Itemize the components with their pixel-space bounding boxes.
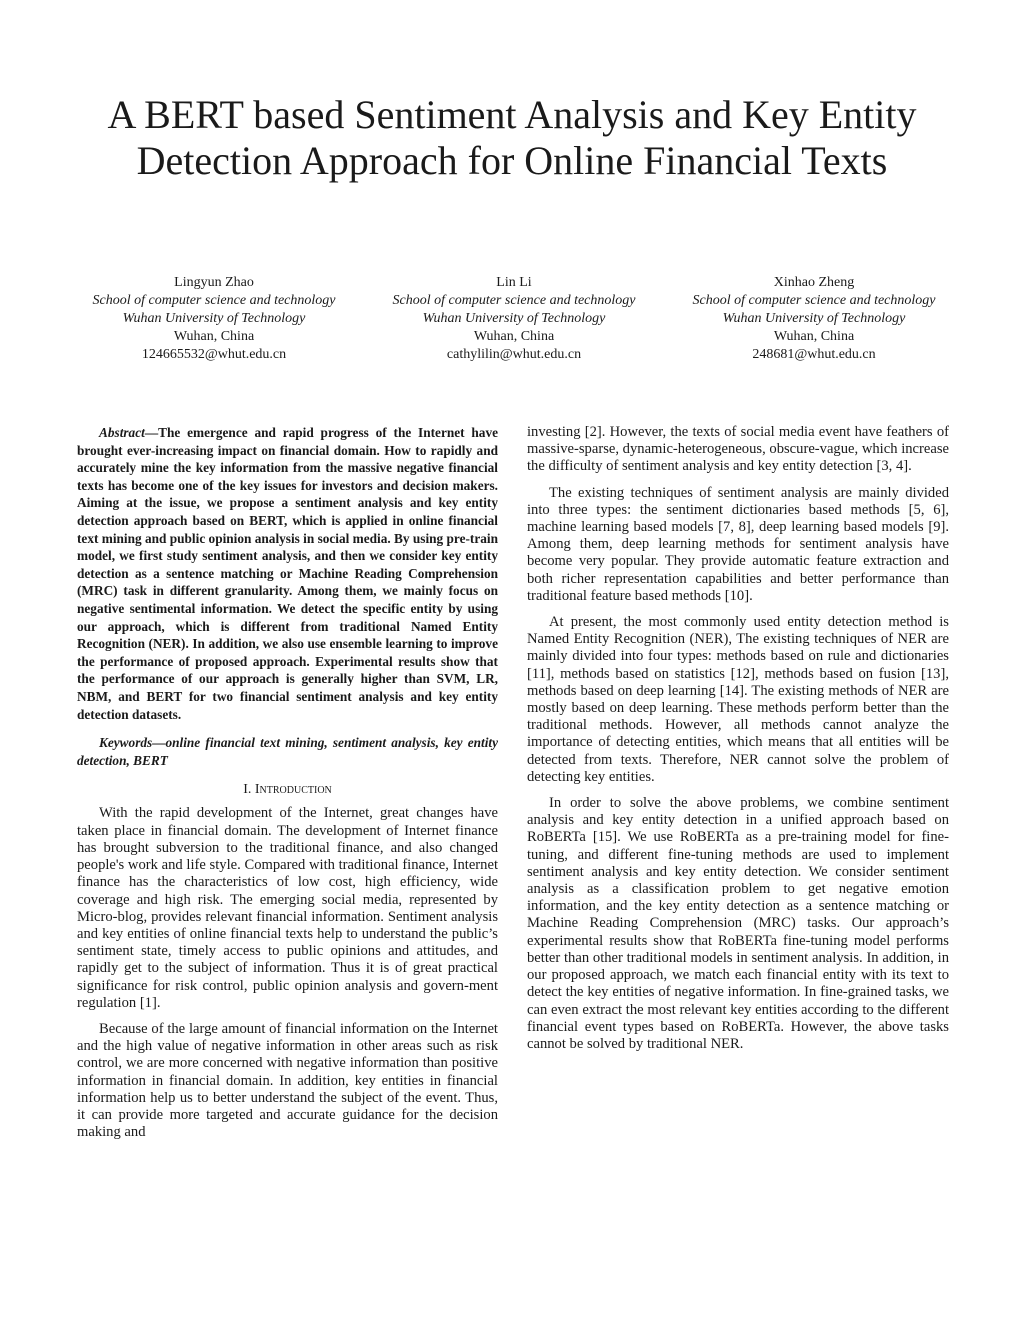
title-line-2: Detection Approach for Online Financial Texts bbox=[136, 138, 888, 183]
section-heading bbox=[77, 781, 498, 798]
section-title: Introduction bbox=[254, 782, 332, 798]
author-university: Wuhan University of Technology bbox=[722, 311, 906, 326]
author-university: Wuhan University of Technology bbox=[122, 311, 306, 326]
author-1 bbox=[64, 274, 364, 364]
body-paragraph: At present, the most commonly used entity detection method is Named Entity Recognition (NER), The existing techniques of NER are mainly divided into four types: methods based on rule and dictionaries [11], methods based on statistics [12], methods based on fusion [13], methods based on deep learning [14]. The existing methods of NER are mostly based on deep learning. These methods perform better than the traditional methods. However, all methods cannot analyze the importance of detecting entities, which means that all entities will be detected from texts. Therefore, NER cannot solve the problem of detecting key entities. bbox=[527, 614, 949, 785]
body-paragraph: investing [2]. However, the texts of social media event have feathers of massive-sparse, dynamic-heterogeneous, obscure-vague, which increase the difficulty of sentiment analysis and key entity detection [3, 4]. bbox=[527, 424, 949, 475]
section-number: I. bbox=[243, 782, 252, 798]
author-university: Wuhan University of Technology bbox=[422, 311, 606, 326]
body-paragraph: The existing techniques of sentiment analysis are mainly divided into three types: the sentiment dictionaries based methods [5, 6], machine learning based models [7, 8], deep learning based models [9]. Among them, deep learning methods for sentiment analysis have become very popular. They provide automatic feature extraction and both richer representation capabilities and better performance than traditional feature based methods [10]. bbox=[527, 484, 949, 604]
author-email[interactable]: 248681@whut.edu.cn bbox=[752, 347, 876, 362]
author-location: Wuhan, China bbox=[173, 329, 255, 344]
paper-title bbox=[40, 92, 984, 184]
author-affiliation: School of computer science and technology bbox=[92, 293, 336, 308]
body-paragraph: With the rapid development of the Internet, great changes have taken place in financial domain. The development of Internet finance has brought subversion to the traditional finance, and also changed people's work and life style. Compared with traditional finance, Internet finance has the characteristics of low cost, high efficiency, wide coverage and high risk. The emerging social media, represented by Micro-blog, provides relevant financial information. Sentiment analysis and key entities of online financial texts help to understand the public’s sentiment state, timely access to public opinions and attitudes, and rapidly get to the subject of information. Thus it is of great practical significance for risk control, public opinion analysis and govern-ment regulation [1]. bbox=[77, 805, 498, 1011]
author-name: Lingyun Zhao bbox=[174, 275, 254, 290]
abstract-label: Abstract bbox=[99, 425, 145, 440]
abstract-text: —The emergence and rapid progress of the Internet have brought ever-increasing impact on financial domain. How to rapidly and accurately mine the key information from the massive negative financial texts has become one of the key issues for investors and decision makers. Aiming at the issue, we propose a sentiment analysis and key entity detection approach based on BERT, which is applied in online financial text mining and public opinion analysis in social media. By using pre-train model, we first study sentiment analysis, and then we consider key entity detection as a sentence matching or Machine Reading Comprehension (MRC) task in different granularity. Among them, we mainly focus on negative sentimental information. We detect the specific entity by using our approach, which is different from traditional Named Entity Recognition (NER). In addition, we also use ensemble learning to improve the performance of proposed approach. Experimental results show that the performance of our approach is generally higher than SVM, LR, NBM, and BERT for two financial sentiment analysis and key entity detection datasets. bbox=[77, 425, 498, 722]
body-paragraph: Because of the large amount of financial information on the Internet and the high value of negative information in other areas such as risk control, we are more concerned with negative information than positive information in financial domain. In addition, key entities in financial information help us to better understand the subject of the event. Thus, it can provide more targeted and accurate guidance for the decision making and bbox=[77, 1020, 498, 1141]
title-line-1: A BERT based Sentiment Analysis and Key Entity bbox=[107, 92, 917, 137]
author-3 bbox=[664, 274, 964, 364]
left-column bbox=[77, 424, 498, 1141]
author-block bbox=[64, 274, 964, 364]
author-location: Wuhan, China bbox=[473, 329, 555, 344]
abstract bbox=[77, 424, 498, 723]
right-column bbox=[527, 424, 949, 1053]
author-affiliation: School of computer science and technology bbox=[392, 293, 636, 308]
author-location: Wuhan, China bbox=[773, 329, 855, 344]
keywords: Keywords—online financial text mining, sentiment analysis, key entity detection, BERT bbox=[77, 735, 498, 768]
body-paragraph: In order to solve the above problems, we combine sentiment analysis and key entity detection in a unified approach based on RoBERTa [15]. We use RoBERTa as a pre-training model for fine-tuning, and different fine-tuning methods are used to implement sentiment analysis and key entity detection. We consider sentiment analysis as a classification problem to get negative emotion information, and the key entity detection as a sentence matching or Machine Reading Comprehension (MRC) tasks. Our approach’s experimental results show that RoBERTa fine-tuning model performs better than other traditional models in sentiment analysis. In addition, in our proposed approach, we match each financial entity with its text to detect the key entities of negative information. In fine-grained tasks, we can even extract the most relevant key entities according to the different financial event types based on RoBERTa. However, the above tasks cannot be solved by traditional NER. bbox=[527, 795, 949, 1052]
author-affiliation: School of computer science and technology bbox=[692, 293, 936, 308]
author-name: Lin Li bbox=[496, 275, 532, 290]
author-name: Xinhao Zheng bbox=[773, 275, 855, 290]
author-email[interactable]: 124665532@whut.edu.cn bbox=[141, 347, 287, 362]
author-2 bbox=[364, 274, 664, 364]
author-email[interactable]: cathylilin@whut.edu.cn bbox=[446, 347, 582, 362]
